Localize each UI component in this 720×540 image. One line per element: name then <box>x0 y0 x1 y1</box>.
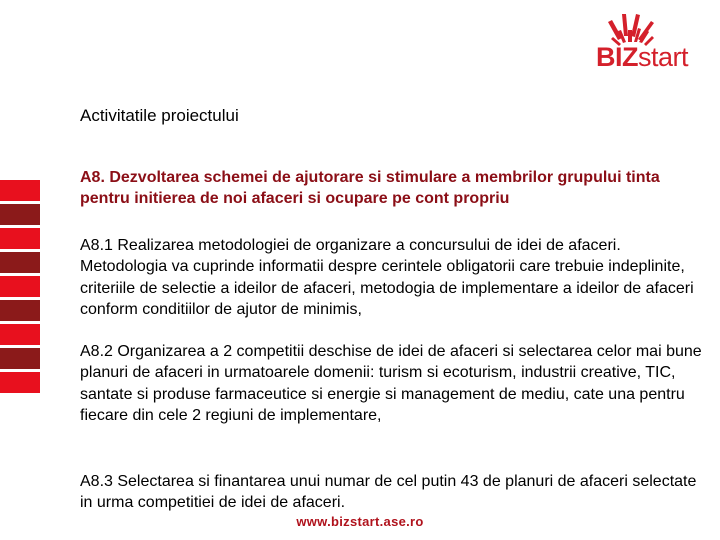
bizstart-logo <box>592 12 692 72</box>
side-bar-segment <box>0 276 40 297</box>
side-bar-segment <box>0 300 40 321</box>
logo-brand-bold: BIZ <box>596 42 638 72</box>
side-bar-segment <box>0 204 40 225</box>
side-decoration-bars <box>0 180 40 396</box>
side-bar-segment <box>0 180 40 201</box>
side-bar-segment <box>0 324 40 345</box>
side-bar-segment <box>0 348 40 369</box>
side-bar-segment <box>0 372 40 393</box>
section-title: A8. Dezvoltarea schemei de ajutorare si stimulare a membrilor grupului tinta pentru initierea de noi afaceri si ocupare pe cont propriu <box>80 169 660 207</box>
paragraph-a8-3: A8.3 Selectarea si finantarea unui numar de cel putin 43 de planuri de afaceri selectate in urma competitiei de idei de afaceri. <box>80 473 697 512</box>
footer-website-link[interactable]: www.bizstart.ase.ro <box>296 514 424 529</box>
paragraph-a8-2: A8.2 Organizarea a 2 competitii deschise de idei de afaceri si selectarea celor mai bune planuri de afaceri in urmatoarele domenii: turism si ecoturism, industrii creative, TIC, santate si produse farmaceutice si energie si management de mediu, cate una pentru fiecare din cele 2 regiuni de implementare, <box>80 343 702 425</box>
page-heading: Activitatile proiectului <box>80 106 239 125</box>
logo-wordmark <box>596 42 688 72</box>
side-bar-segment <box>0 252 40 273</box>
paragraph-a8-1: A8.1 Realizarea metodologiei de organizare a concursului de idei de afaceri. Metodologia va cuprinde informatii despre cerintele obligatorii care trebuie indeplinite, criteriile de selectie a ideilor de afaceri, metodogia de implementare a ideilor de afaceri conform conditiilor de ajutor de minimis, <box>80 237 694 319</box>
side-bar-segment <box>0 228 40 249</box>
logo-brand-light: start <box>638 42 689 72</box>
